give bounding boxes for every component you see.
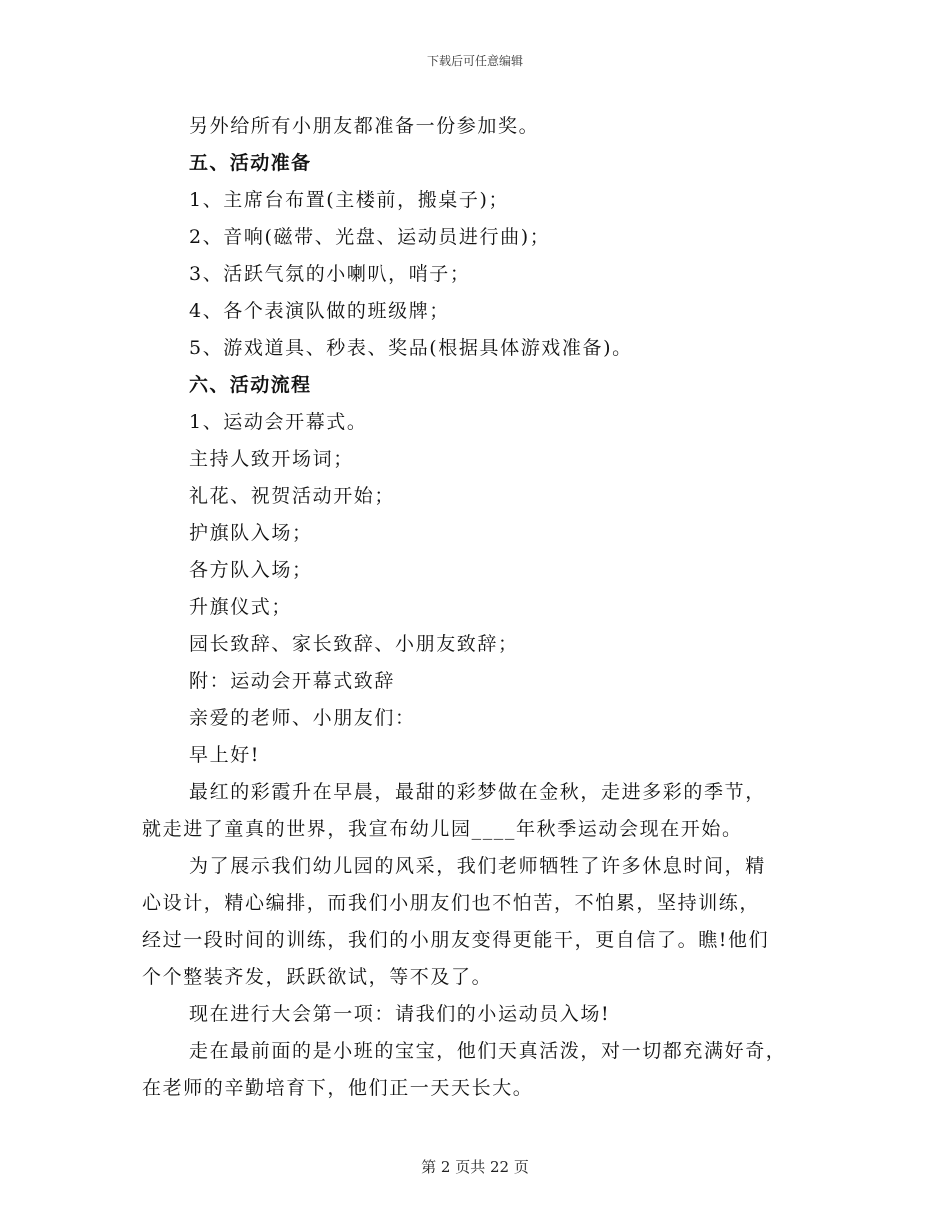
list-item: 1、主席台布置(主楼前，搬桌子)；: [189, 189, 510, 211]
paragraph-line: 个个整装齐发，跃跃欲试，等不及了。: [142, 966, 493, 988]
text-line: 主持人致开场词；: [189, 448, 354, 470]
list-item: 4、各个表演队做的班级牌；: [189, 300, 450, 322]
text-line: 护旗队入场；: [189, 522, 313, 544]
paragraph-line: 经过一段时间的训练，我们的小朋友变得更能干，更自信了。瞧!他们: [142, 929, 770, 951]
paragraph: [142, 774, 812, 848]
paragraph-line: 为了展示我们幼儿园的风采，我们老师牺牲了许多休息时间，精: [189, 855, 766, 877]
paragraph-line: 最红的彩霞升在早晨，最甜的彩梦做在金秋，走进多彩的季节，: [189, 781, 766, 803]
paragraph: [142, 1033, 812, 1107]
list-item: 5、游戏道具、秒表、奖品(根据具体游戏准备)。: [189, 337, 633, 359]
text-line: 附：运动会开幕式致辞: [189, 670, 396, 692]
section-heading: 六、活动流程: [189, 374, 312, 396]
text-line: 礼花、祝贺活动开始；: [189, 485, 396, 507]
page-header: 下载后可任意编辑: [426, 54, 523, 68]
document-body: [142, 108, 812, 1107]
text-line: 各方队入场；: [189, 559, 313, 581]
paragraph-line: 心设计，精心编排，而我们小朋友们也不怕苦，不怕累，坚持训练，: [142, 892, 761, 914]
paragraph: [142, 996, 812, 1033]
list-item: 3、活跃气氛的小喇叭，哨子；: [189, 263, 471, 285]
paragraph-line: 就走进了童真的世界，我宣布幼儿园____年秋季运动会现在开始。: [142, 818, 743, 840]
paragraph-line: 现在进行大会第一项：请我们的小运动员入场!: [189, 1003, 611, 1025]
greeting: 早上好!: [189, 744, 261, 766]
list-item: 1、运动会开幕式。: [189, 411, 368, 433]
page-footer: 第 2 页共 22 页: [421, 1158, 529, 1176]
salutation: 亲爱的老师、小朋友们：: [189, 707, 416, 729]
paragraph-line: 走在最前面的是小班的宝宝，他们天真活泼，对一切都充满好奇，: [189, 1040, 787, 1062]
text-line: 园长致辞、家长致辞、小朋友致辞；: [189, 633, 519, 655]
text-line: 升旗仪式；: [189, 596, 293, 618]
text-line: 另外给所有小朋友都准备一份参加奖。: [189, 115, 540, 137]
section-heading: 五、活动准备: [189, 152, 312, 174]
list-item: 2、音响(磁带、光盘、运动员进行曲)；: [189, 226, 551, 248]
paragraph-line: 在老师的辛勤培育下，他们正一天天长大。: [142, 1077, 534, 1099]
paragraph: [142, 848, 812, 996]
